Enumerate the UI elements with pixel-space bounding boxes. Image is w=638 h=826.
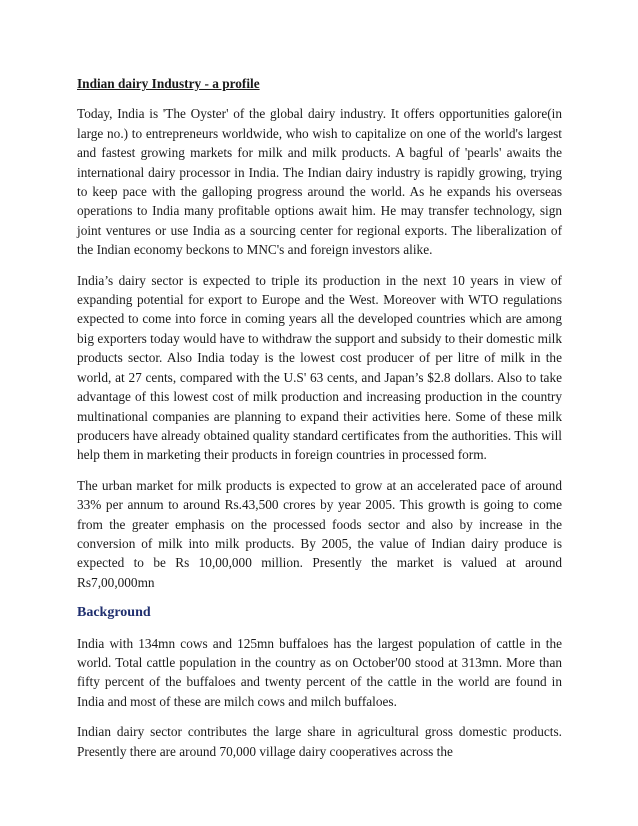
paragraph-dairy-cooperatives: Indian dairy sector contributes the large share in agricultural gross domestic products. Presently there are around 70,000 village dairy cooperatives across the xyxy=(77,724,562,759)
paragraph-urban-market: The urban market for milk products is expected to grow at an accelerated pace of around 33% per annum to around Rs.43,500 crores by year 2005. This growth is going to come from the greater emphasis on the processed foods sector and also by increase in the conversion of milk into milk products. By 2005, the value of Indian dairy produce is expected to be Rs 10,00,000 million. Presently the market is valued at around Rs7,00,000mn xyxy=(77,477,562,590)
paragraph-intro: Today, India is 'The Oyster' of the global dairy industry. It offers opportunities galore(in large no.) to entrepreneurs worldwide, who wish to capitalize on one of the world's largest and fastest growing markets for milk and milk products. A bagful of 'pearls' awaits the international dairy processor in India. The Indian dairy industry is rapidly growing, trying to keep pace with the galloping progress around the world. As he expands his overseas operations to India many profitable options await him. He may transfer technology, sign joint ventures or use India as a sourcing center for regional exports. The liberalization of the Indian economy beckons to MNC's and foreign investors alike. xyxy=(77,106,562,258)
document-title: Indian dairy Industry - a profile xyxy=(77,76,260,91)
section-heading-background: Background xyxy=(77,605,151,621)
document-page xyxy=(77,74,562,772)
paragraph-dairy-sector: India’s dairy sector is expected to triple its production in the next 10 years in view of expanding potential for export to Europe and the West. Moreover with WTO regulations expected to come into force in coming years all the developed countries which are among big exporters today would have to withdraw the support and subsidy to their domestic milk products sector. Also India today is the lowest cost producer of per litre of milk in the world, at 27 cents, compared with the U.S' 63 cents, and Japan’s $2.8 dollars. Also to take advantage of this lowest cost of milk production and increasing production in the country multinational companies are planning to expand their activities here. Some of these milk producers have already obtained quality standard certificates from the authorities. This will help them in marketing their products in foreign countries in processed form. xyxy=(77,272,562,463)
paragraph-cattle-population: India with 134mn cows and 125mn buffaloes has the largest population of cattle in the world. Total cattle population in the country as on October'00 stood at 313mn. More than fifty percent of the buffaloes and twenty percent of the cattle in the world are found in India and most of these are milch cows and milch buffaloes. xyxy=(77,635,562,709)
